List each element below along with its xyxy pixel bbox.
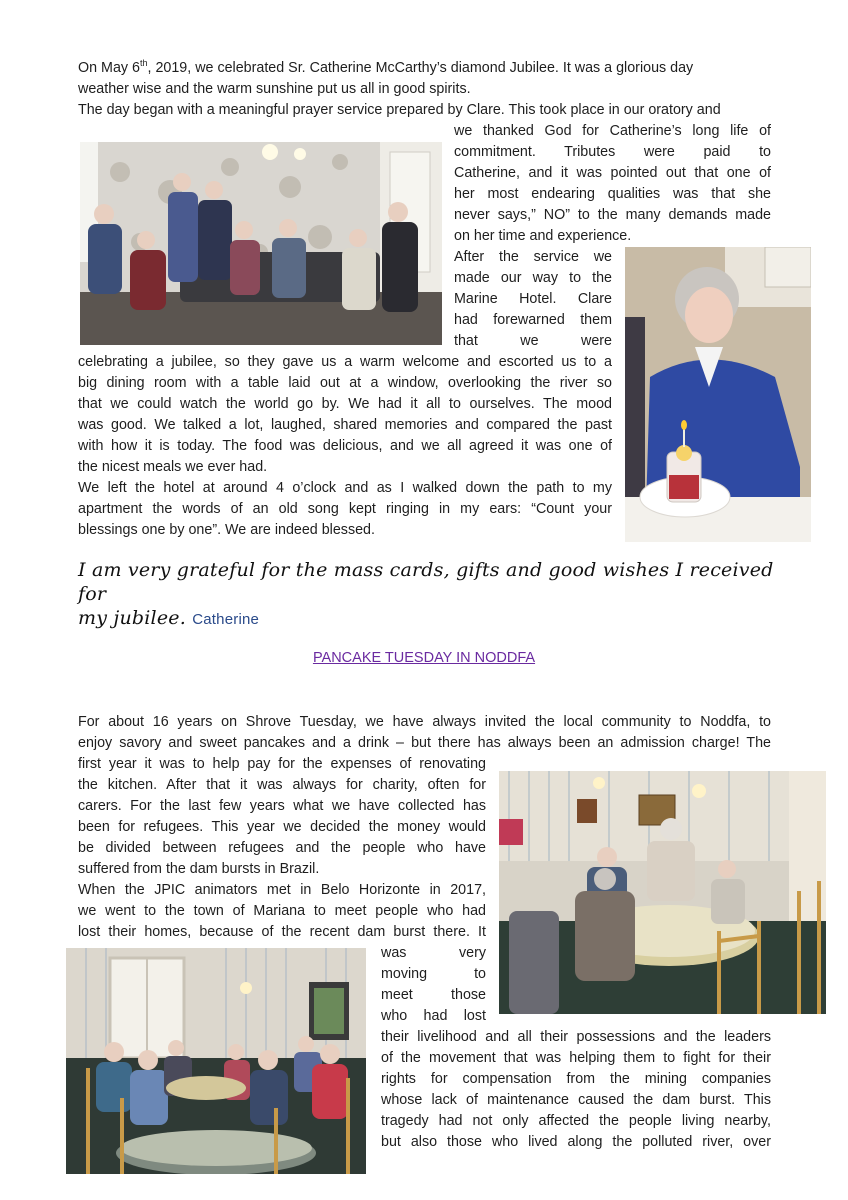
catherine-portrait-photo xyxy=(625,247,811,542)
paragraph-line: The day began with a meaningful prayer service prepared by Clare. This took place in our oratory and xyxy=(78,102,721,118)
paragraph-line: Marine Hotel. Clare xyxy=(454,291,612,307)
paragraph-line: commitment. Tributes were paid to xyxy=(454,144,771,160)
paragraph-line: rights for compensation from the mining companies xyxy=(381,1071,771,1087)
paragraph-line: had forewarned them xyxy=(454,312,612,328)
paragraph-line: the kitchen. After that it was always for charity, often for xyxy=(78,777,486,793)
paragraph-line: weather wise and the warm sunshine put us all in good spirits. xyxy=(78,81,471,97)
pancake-dining-photo xyxy=(499,771,826,1014)
paragraph-line: been for refugees. This year we decided the money would xyxy=(78,819,486,835)
paragraph-line: the nicest meals we ever had. xyxy=(78,459,268,475)
paragraph-line: suffered from the dam bursts in Brazil. xyxy=(78,861,320,877)
paragraph-line: who had lost xyxy=(381,1008,486,1024)
paragraph-line: meet those xyxy=(381,987,486,1003)
paragraph-line: whose lack of maintenance caused the dam burst. This xyxy=(381,1092,771,1108)
paragraph-line: carers. For the last few years what we have collected has xyxy=(78,798,486,814)
paragraph-line: tragedy had not only affected the people living nearby, xyxy=(381,1113,771,1129)
paragraph-line: we went to the town of Mariana to meet people who had xyxy=(78,903,486,919)
paragraph-line: of the movement that was helping them to fight for their xyxy=(381,1050,771,1066)
signature: Catherine xyxy=(192,611,260,628)
paragraph-line: apartment the words of an old song kept ringing in my ears: “Count your xyxy=(78,501,612,517)
section-heading: PANCAKE TUESDAY IN NODDFA xyxy=(312,650,536,666)
paragraph-line: moving to xyxy=(381,966,486,982)
paragraph-line: was very xyxy=(381,945,486,961)
paragraph-line: big dining room with a table laid out at a window, overlooking the river so xyxy=(78,375,612,391)
paragraph-line: that we were xyxy=(454,333,612,349)
paragraph-line: lost their homes, because of the recent dam burst there. It xyxy=(78,924,486,940)
paragraph-line: her most endearing qualities was that she xyxy=(454,186,771,202)
paragraph-line: For about 16 years on Shrove Tuesday, we have always invited the local community to Noddfa, to xyxy=(78,714,771,730)
thanks-note xyxy=(78,558,778,632)
group-photo-lounge xyxy=(80,142,442,345)
paragraph-line: but also those who lived along the polluted river, over xyxy=(381,1134,771,1150)
paragraph-line: their livelihood and all their possessions and the leaders xyxy=(381,1029,771,1045)
paragraph-line: that we could watch the world go by. We had it all to ourselves. The mood xyxy=(78,396,612,412)
paragraph-line: be divided between refugees and the people who have xyxy=(78,840,486,856)
paragraph-line: blessings one by one”. We are indeed blessed. xyxy=(78,522,375,538)
paragraph-line: never says,” NO” to the many demands made xyxy=(454,207,771,223)
group-dining-photo xyxy=(66,948,366,1174)
paragraph-line: first year it was to help pay for the expenses of renovating xyxy=(78,756,486,772)
paragraph-line: made our way to the xyxy=(454,270,612,286)
paragraph-line: we thanked God for Catherine’s long life of xyxy=(454,123,771,139)
paragraph-line: was good. We talked a lot, laughed, shared memories and compared the past xyxy=(78,417,612,433)
paragraph-line: After the service we xyxy=(454,249,612,265)
thanks-line: my jubilee. xyxy=(78,607,186,629)
paragraph-line: We left the hotel at around 4 o’clock and as I walked down the path to my xyxy=(78,480,612,496)
paragraph-line: When the JPIC animators met in Belo Horizonte in 2017, xyxy=(78,882,486,898)
paragraph-line: celebrating a jubilee, so they gave us a warm welcome and escorted us to a xyxy=(78,354,612,370)
paragraph-line: on her time and experience. xyxy=(454,228,632,244)
paragraph-line: Catherine, and it was pointed out that one of xyxy=(454,165,771,181)
paragraph-line: with how it is today. The food was delicious, and we all agreed it was one of xyxy=(78,438,612,454)
thanks-line: I am very grateful for the mass cards, gifts and good wishes I received for xyxy=(78,559,774,605)
paragraph-line: On May 6th, 2019, we celebrated Sr. Catherine McCarthy’s diamond Jubilee. It was a glorious day xyxy=(78,58,694,76)
paragraph-line: enjoy savory and sweet pancakes and a drink – but there has always been an admission charge! The xyxy=(78,735,771,751)
